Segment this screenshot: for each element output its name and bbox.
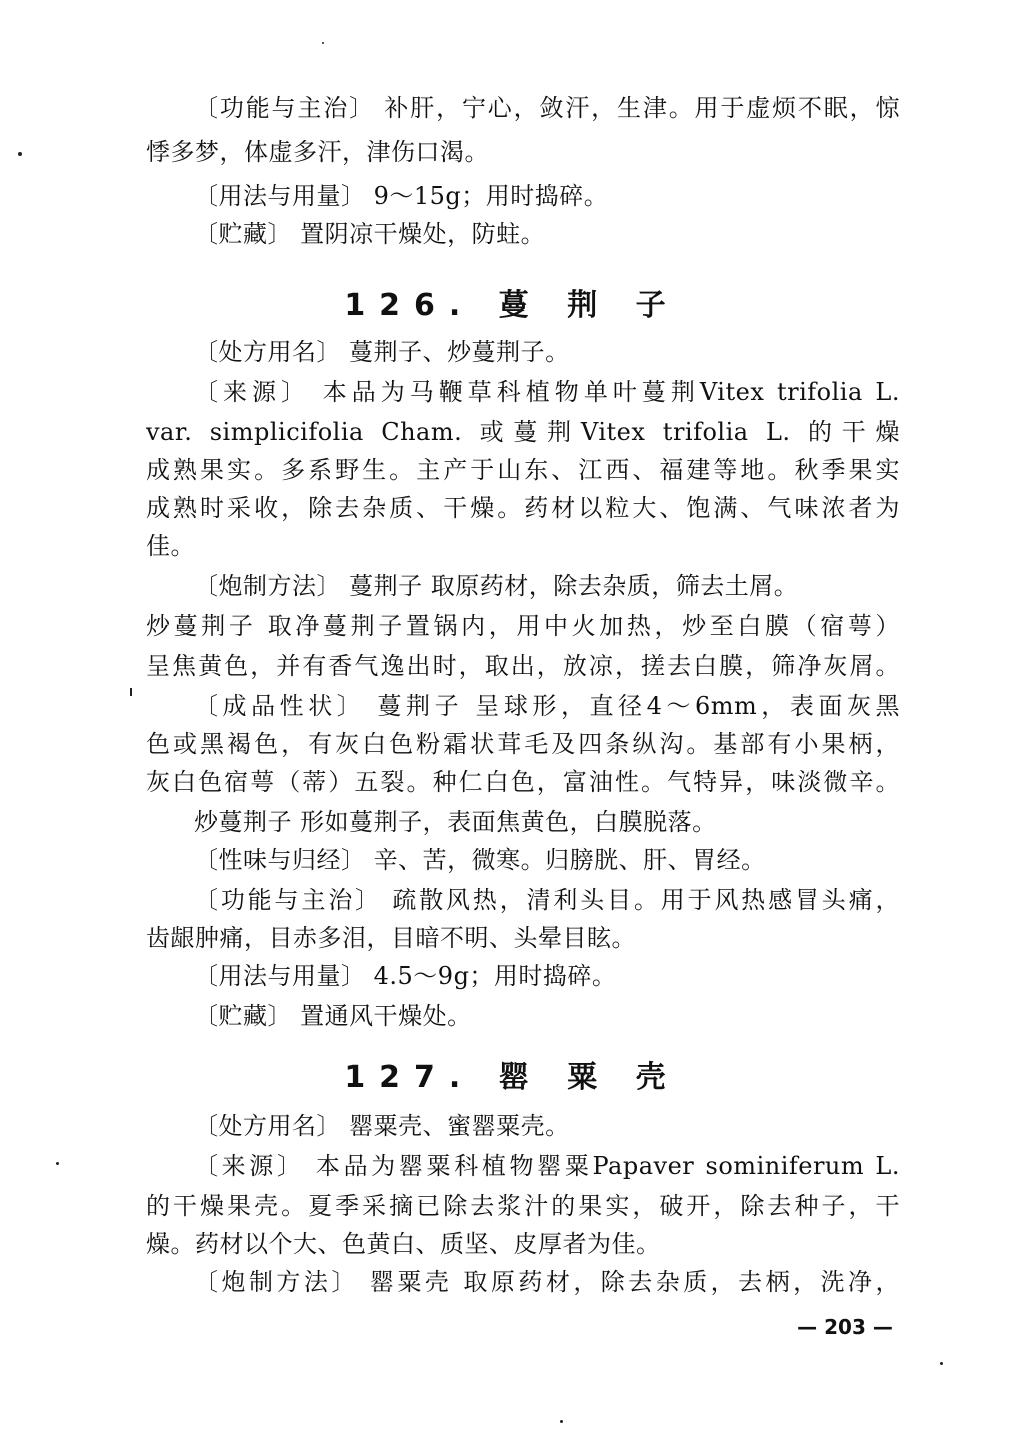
scan-speck — [560, 1420, 563, 1423]
text-line: 炒蔓荆子 取净蔓荆子置锅内，用中火加热，炒至白膜（宿萼） — [146, 612, 900, 640]
text-line: 〔性味与归经〕 辛、苦，微寒。归膀胱、肝、胃经。 — [194, 846, 766, 874]
scan-speck — [940, 1362, 943, 1365]
text-line: 〔贮藏〕 置阴凉干燥处，防蛀。 — [194, 220, 546, 248]
text-line: var. simplicifolia Cham. 或蔓荆Vitex trifolia L. 的干燥 — [146, 418, 900, 446]
text-line: 炒蔓荆子 形如蔓荆子，表面焦黄色，白膜脱落。 — [194, 808, 717, 836]
scan-speck — [322, 42, 324, 44]
text-line: 成熟果实。多系野生。主产于山东、江西、福建等地。秋季果实 — [146, 456, 900, 484]
text-line: 〔贮藏〕 置通风干燥处。 — [194, 1002, 472, 1030]
text-line: 色或黑褐色，有灰白色粉霜状茸毛及四条纵沟。基部有小果柄， — [146, 730, 900, 758]
text-line: 〔用法与用量〕 9～15g；用时捣碎。 — [194, 182, 609, 210]
text-line: 佳。 — [146, 532, 195, 560]
text-line: 〔来源〕 本品为马鞭草科植物单叶蔓荆Vitex trifolia L. — [194, 378, 900, 406]
scan-speck — [56, 1162, 59, 1165]
text-line: 的干燥果壳。夏季采摘已除去浆汁的果实，破开，除去种子，干 — [146, 1192, 900, 1220]
text-line: 悸多梦，体虚多汗，津伤口渴。 — [146, 138, 489, 166]
section-heading: 127. 罂 粟 壳 — [344, 1060, 680, 1095]
section-heading: 126. 蔓 荆 子 — [344, 288, 680, 323]
text-line: 灰白色宿萼（蒂）五裂。种仁白色，富油性。气特异，味淡微辛。 — [146, 768, 900, 796]
text-line: 〔处方用名〕 蔓荆子、炒蔓荆子。 — [194, 338, 570, 366]
text-line: 〔用法与用量〕 4.5～9g；用时捣碎。 — [194, 962, 617, 990]
text-line: 成熟时采收，除去杂质、干燥。药材以粒大、饱满、气味浓者为 — [146, 494, 900, 522]
text-line: 呈焦黄色，并有香气逸出时，取出，放凉，搓去白膜，筛净灰屑。 — [146, 652, 900, 680]
text-line: 〔功能与主治〕 补肝，宁心，敛汗，生津。用于虚烦不眠，惊 — [194, 94, 900, 122]
page-number: — 203 — — [797, 1315, 893, 1339]
text-line: 〔功能与主治〕 疏散风热，清利头目。用于风热感冒头痛， — [194, 886, 900, 914]
text-line: 〔炮制方法〕 蔓荆子 取原药材，除去杂质，筛去土屑。 — [194, 572, 799, 600]
scan-speck — [130, 688, 132, 696]
text-line: 〔来源〕 本品为罂粟科植物罂粟Papaver sominiferum L. — [194, 1152, 900, 1180]
text-line: 〔炮制方法〕 罂粟壳 取原药材，除去杂质，去柄，洗净， — [194, 1268, 900, 1296]
text-line: 齿龈肿痛，目赤多泪，目暗不明、头晕目眩。 — [146, 924, 636, 952]
scan-speck — [18, 152, 22, 156]
text-line: 〔处方用名〕 罂粟壳、蜜罂粟壳。 — [194, 1112, 570, 1140]
text-line: 燥。药材以个大、色黄白、质坚、皮厚者为佳。 — [146, 1230, 661, 1258]
text-line: 〔成品性状〕 蔓荆子 呈球形，直径4～6mm，表面灰黑 — [194, 692, 900, 720]
